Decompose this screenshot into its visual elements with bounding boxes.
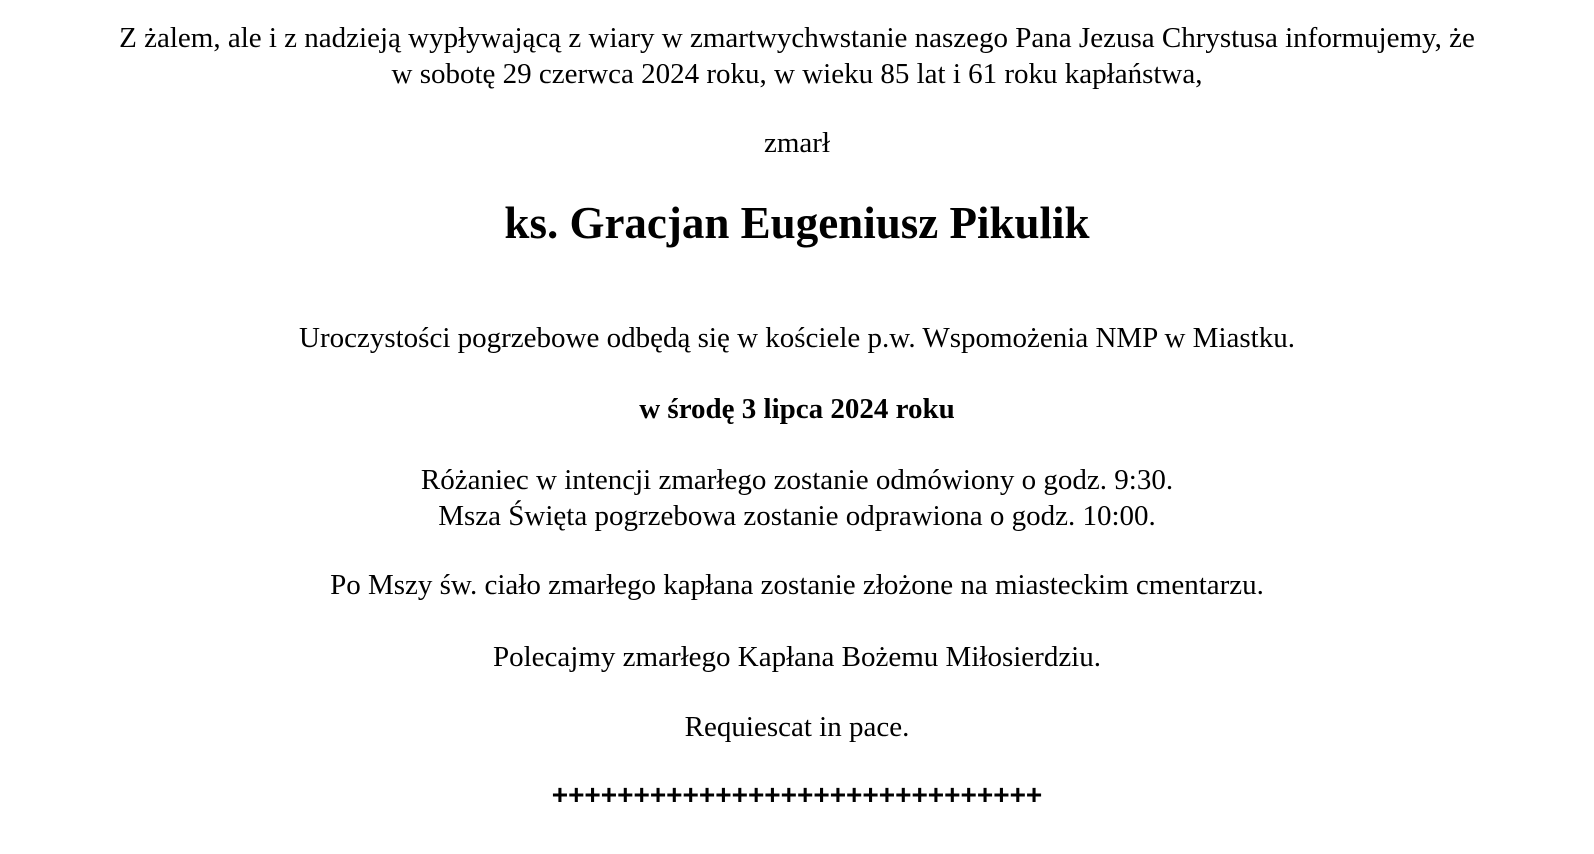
died-word: zmarł <box>763 127 830 159</box>
burial-info: Po Mszy św. ciało zmarłego kapłana zostanie złożone na miasteckim cmentarzu. <box>330 569 1264 601</box>
requiescat-line: Requiescat in pace. <box>684 711 910 743</box>
funeral-date: w środę 3 lipca 2024 roku <box>639 393 955 425</box>
intro-line-2: w sobotę 29 czerwca 2024 roku, w wieku 85 lat i 61 roku kapłaństwa, <box>391 58 1203 90</box>
rosary-info: Różaniec w intencji zmarłego zostanie odmówiony o godz. 9:30. <box>420 464 1174 496</box>
prayer-line: Polecajmy zmarłego Kapłana Bożemu Miłosierdziu. <box>492 641 1101 673</box>
mass-info: Msza Święta pogrzebowa zostanie odprawiona o godz. 10:00. <box>438 500 1156 532</box>
crosses-divider: ++++++++++++++++++++++++++++++ <box>551 779 1043 810</box>
deceased-name: ks. Gracjan Eugeniusz Pikulik <box>504 198 1090 248</box>
ceremony-info: Uroczystości pogrzebowe odbędą się w kościele p.w. Wspomożenia NMP w Miastku. <box>299 322 1295 354</box>
intro-line-1: Z żalem, ale i z nadzieją wypływającą z wiary w zmartwychwstanie naszego Pana Jezusa Chrystusa informujemy, że <box>119 22 1475 54</box>
